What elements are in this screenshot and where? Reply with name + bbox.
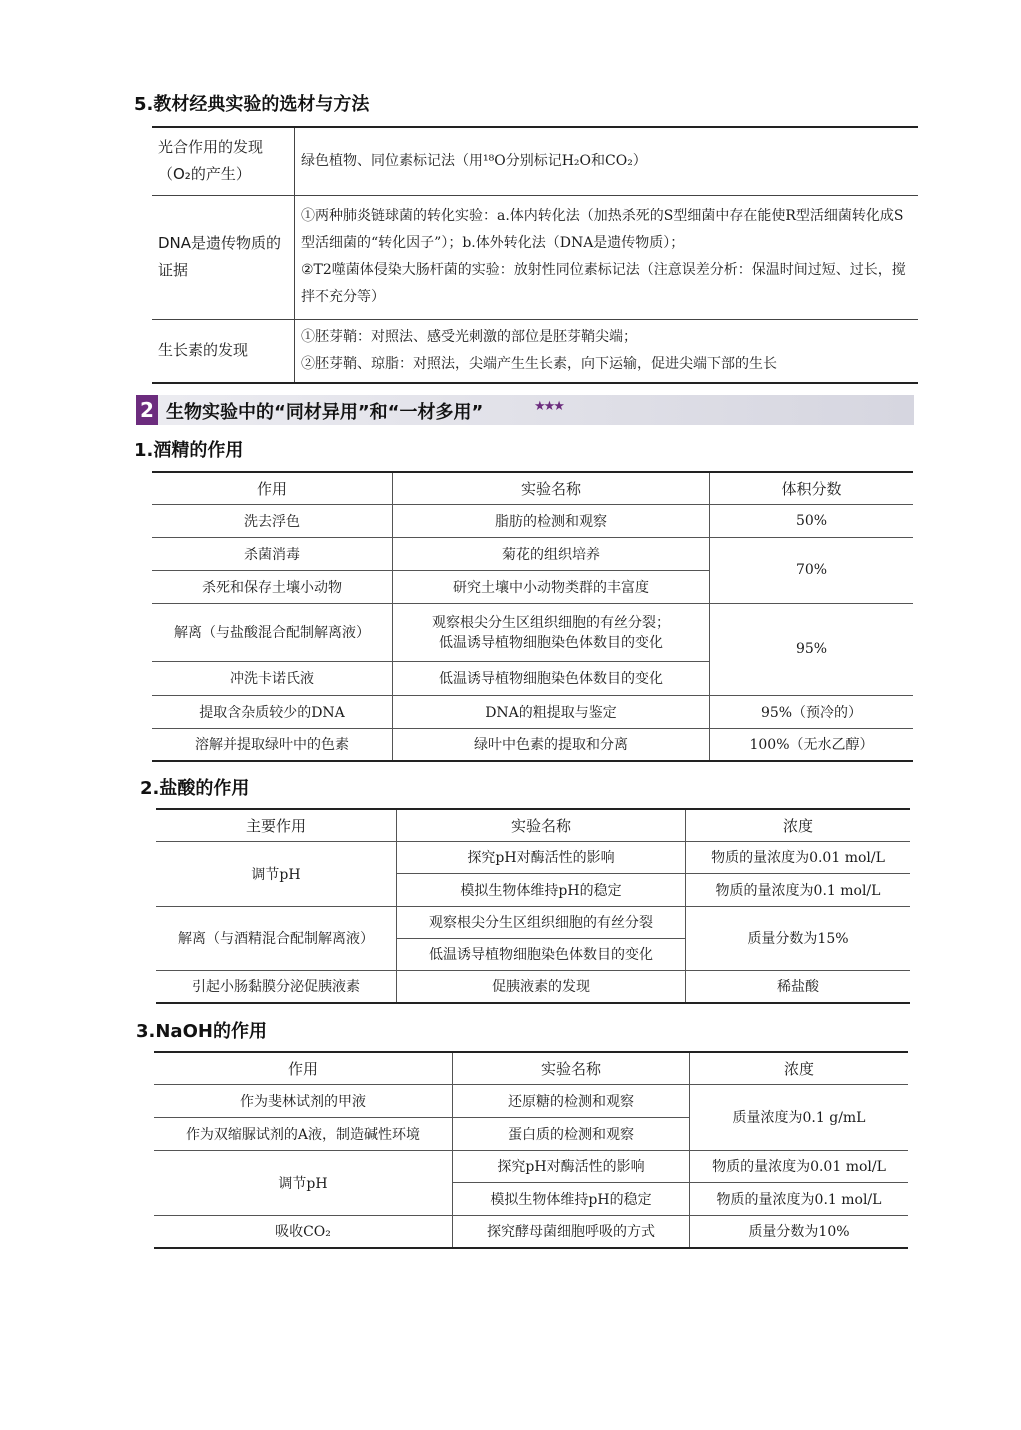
cell: 作为双缩脲试剂的A液，制造碱性环境 xyxy=(154,1117,453,1150)
table-row xyxy=(154,1084,908,1117)
table-row xyxy=(152,603,913,661)
cell: 解离（与酒精混合配制解离液） xyxy=(156,906,397,970)
row-value: 绿色植物、同位素标记法（用¹⁸O分别标记H₂O和CO₂） xyxy=(295,127,919,195)
cell: 菊花的组织培养 xyxy=(393,537,710,570)
row-key: 光合作用的发现（O₂的产生） xyxy=(152,127,295,195)
cell: 低温诱导植物细胞染色体数目的变化 xyxy=(397,938,686,970)
cell: 作为斐林试剂的甲液 xyxy=(154,1084,453,1117)
cell: 物质的量浓度为0.01 mol/L xyxy=(686,841,911,873)
hcl-table xyxy=(156,808,910,1004)
cell: 杀死和保存土壤小动物 xyxy=(152,570,393,603)
cell: 还原糖的检测和观察 xyxy=(453,1084,690,1117)
header-cell: 作用 xyxy=(154,1052,453,1084)
header-cell: 作用 xyxy=(152,472,393,504)
cell xyxy=(393,603,710,661)
table-row xyxy=(152,728,913,761)
value-line: ①两种肺炎链球菌的转化实验：a.体内转化法（加热杀死的S型细菌中存在能使R型活细菌转化成S型活细菌的“转化因子”）；b.体外转化法（DNA是遗传物质）； xyxy=(301,208,904,251)
table-row xyxy=(152,537,913,570)
value-line: ①胚芽鞘：对照法、感受光刺激的部位是胚芽鞘尖端； xyxy=(301,328,637,345)
cell: 洗去浮色 xyxy=(152,504,393,537)
table-row xyxy=(152,195,918,319)
cell: 观察根尖分生区组织细胞的有丝分裂 xyxy=(397,906,686,938)
header-cell: 实验名称 xyxy=(397,809,686,841)
table-row xyxy=(156,906,910,938)
table-row xyxy=(152,695,913,728)
value-line: ②T2噬菌体侵染大肠杆菌的实验：放射性同位素标记法（注意误差分析：保温时间过短、过长，搅拌不充分等） xyxy=(301,262,906,305)
cell: 引起小肠黏膜分泌促胰液素 xyxy=(156,970,397,1003)
section5-title: 5.教材经典实验的选材与方法 xyxy=(134,94,370,115)
cell: 解离（与盐酸混合配制解离液） xyxy=(152,603,393,661)
cell: 模拟生物体维持pH的稳定 xyxy=(397,873,686,906)
row-value xyxy=(295,319,919,383)
cell-line: 观察根尖分生区组织细胞的有丝分裂； xyxy=(432,615,670,631)
alcohol-table xyxy=(152,471,913,762)
cell: 质量分数为10% xyxy=(690,1215,909,1248)
cell: 物质的量浓度为0.01 mol/L xyxy=(690,1150,909,1182)
header-cell: 体积分数 xyxy=(710,472,914,504)
table-row xyxy=(152,504,913,537)
cell: 稀盐酸 xyxy=(686,970,911,1003)
cell-line: 低温诱导植物细胞染色体数目的变化 xyxy=(439,635,663,651)
cell: 模拟生物体维持pH的稳定 xyxy=(453,1182,690,1215)
cell: 50% xyxy=(710,504,914,537)
cell: 95% xyxy=(710,603,914,695)
cell: 探究pH对酶活性的影响 xyxy=(397,841,686,873)
header-cell: 主要作用 xyxy=(156,809,397,841)
naoh-title: 3.NaOH的作用 xyxy=(136,1021,267,1042)
value-line: ②胚芽鞘、琼脂：对照法，尖端产生生长素，向下运输，促进尖端下部的生长 xyxy=(301,355,777,372)
cell: 杀菌消毒 xyxy=(152,537,393,570)
difficulty-stars-icon: ★★★ xyxy=(534,399,563,414)
table-row xyxy=(152,127,918,195)
cell: 蛋白质的检测和观察 xyxy=(453,1117,690,1150)
table-header-row xyxy=(156,809,910,841)
cell: 质量浓度为0.1 g/mL xyxy=(690,1084,909,1150)
table-row xyxy=(154,1150,908,1182)
cell: 探究酵母菌细胞呼吸的方式 xyxy=(453,1215,690,1248)
hcl-title: 2.盐酸的作用 xyxy=(140,778,250,799)
header-cell: 实验名称 xyxy=(393,472,710,504)
cell: 物质的量浓度为0.1 mol/L xyxy=(686,873,911,906)
table-row xyxy=(154,1215,908,1248)
table-header-row xyxy=(152,472,913,504)
cell: 95%（预冷的） xyxy=(710,695,914,728)
cell: DNA的粗提取与鉴定 xyxy=(393,695,710,728)
cell: 绿叶中色素的提取和分离 xyxy=(393,728,710,761)
cell: 脂肪的检测和观察 xyxy=(393,504,710,537)
header-cell: 浓度 xyxy=(686,809,911,841)
cell: 低温诱导植物细胞染色体数目的变化 xyxy=(393,661,710,695)
table-row xyxy=(156,841,910,873)
row-key: 生长素的发现 xyxy=(152,319,295,383)
section-number-badge: 2 xyxy=(136,395,158,425)
table-row xyxy=(156,970,910,1003)
cell: 促胰液素的发现 xyxy=(397,970,686,1003)
classic-experiments-table xyxy=(152,126,918,384)
cell: 吸收CO₂ xyxy=(154,1215,453,1248)
alcohol-title: 1.酒精的作用 xyxy=(134,440,244,461)
cell: 物质的量浓度为0.1 mol/L xyxy=(690,1182,909,1215)
cell: 冲洗卡诺氏液 xyxy=(152,661,393,695)
header-cell: 实验名称 xyxy=(453,1052,690,1084)
row-value xyxy=(295,195,919,319)
cell: 70% xyxy=(710,537,914,603)
cell: 调节pH xyxy=(154,1150,453,1215)
banner-title: 生物实验中的“同材异用”和“一材多用” xyxy=(166,402,484,423)
cell: 研究土壤中小动物类群的丰富度 xyxy=(393,570,710,603)
cell: 提取含杂质较少的DNA xyxy=(152,695,393,728)
table-row xyxy=(152,319,918,383)
cell: 质量分数为15% xyxy=(686,906,911,970)
section-banner xyxy=(136,395,914,425)
cell: 调节pH xyxy=(156,841,397,906)
cell: 溶解并提取绿叶中的色素 xyxy=(152,728,393,761)
row-key: DNA是遗传物质的证据 xyxy=(152,195,295,319)
naoh-table xyxy=(154,1051,908,1249)
cell: 探究pH对酶活性的影响 xyxy=(453,1150,690,1182)
cell: 100%（无水乙醇） xyxy=(710,728,914,761)
header-cell: 浓度 xyxy=(690,1052,909,1084)
table-header-row xyxy=(154,1052,908,1084)
